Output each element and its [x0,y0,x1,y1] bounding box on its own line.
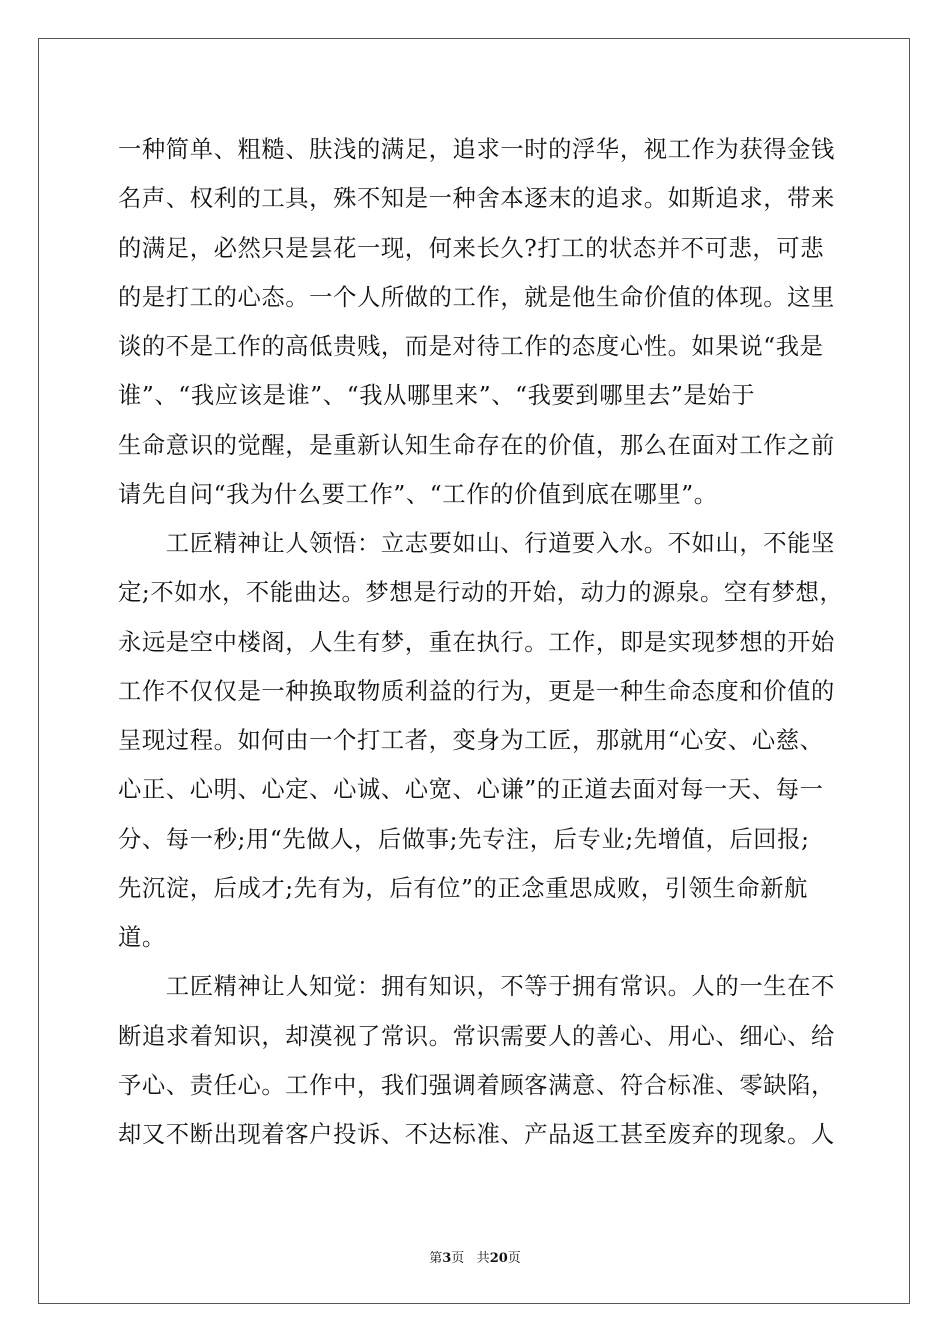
page-footer [0,1247,950,1266]
footer-total-suffix: 页 [507,1251,521,1266]
text-line: 分、每一秒;用“先做人，后做事;先专注，后专业;先增值，后回报; [118,826,810,853]
footer-prefix: 第 [429,1251,443,1266]
text-line: 先沉淀，后成才;先有为，后有位”的正念重思成败，引领生命新航 [118,875,809,902]
current-page-number: 3 [442,1251,452,1266]
text-line: 生命意识的觉醒，是重新认知生命存在的价值，那么在面对工作之前 [118,432,835,459]
text-line: 的满足，必然只是昙花一现，何来长久?打工的状态并不可悲，可悲 [118,235,825,262]
text-line: 请先自问“我为什么要工作”、“工作的价值到底在哪里”。 [118,481,718,508]
text-line: 呈现过程。如何由一个打工者，变身为工匠，那就用“心安、心慈、 [118,727,824,754]
text-line: 谁”、“我应该是谁”、“我从哪里来”、“我要到哪里去”是始于 [118,382,756,409]
total-pages-number: 20 [489,1251,508,1266]
text-line: 永远是空中楼阁，人生有梦，重在执行。工作，即是实现梦想的开始 [118,629,835,656]
text-line: 工作不仅仅是一种换取物质利益的行为，更是一种生命态度和价值的 [118,678,835,705]
text-line: 谈的不是工作的高低贵贱，而是对待工作的态度心性。如果说“我是 [118,333,824,360]
text-line: 名声、权利的工具，殊不知是一种舍本逐末的追求。如斯追求，带来 [118,185,835,212]
text-line: 道。 [118,924,166,951]
text-line: 心正、心明、心定、心诚、心宽、心谦”的正道去面对每一天、每一 [118,776,824,803]
footer-page-suffix: 页 [451,1251,465,1266]
text-line: 却又不断出现着客户投诉、不达标准、产品返工甚至废弃的现象。人 [118,1121,835,1148]
text-line: 定;不如水，不能曲达。梦想是行动的开始，动力的源泉。空有梦想， [118,579,844,606]
text-line: 的是打工的心态。一个人所做的工作，就是他生命价值的体现。这里 [118,284,835,311]
footer-total-prefix: 共 [476,1251,490,1266]
text-line: 一种简单、粗糙、肤浅的满足，追求一时的浮华，视工作为获得金钱 [118,136,835,163]
page-border [38,38,910,1304]
text-line: 断追求着知识，却漠视了常识。常识需要人的善心、用心、细心、给 [118,1023,835,1050]
text-line: 工匠精神让人领悟：立志要如山、行道要入水。不如山，不能坚 [118,530,835,557]
text-line: 予心、责任心。工作中，我们强调着顾客满意、符合标准、零缺陷， [118,1072,835,1099]
text-line: 工匠精神让人知觉：拥有知识，不等于拥有常识。人的一生在不 [118,973,835,1000]
